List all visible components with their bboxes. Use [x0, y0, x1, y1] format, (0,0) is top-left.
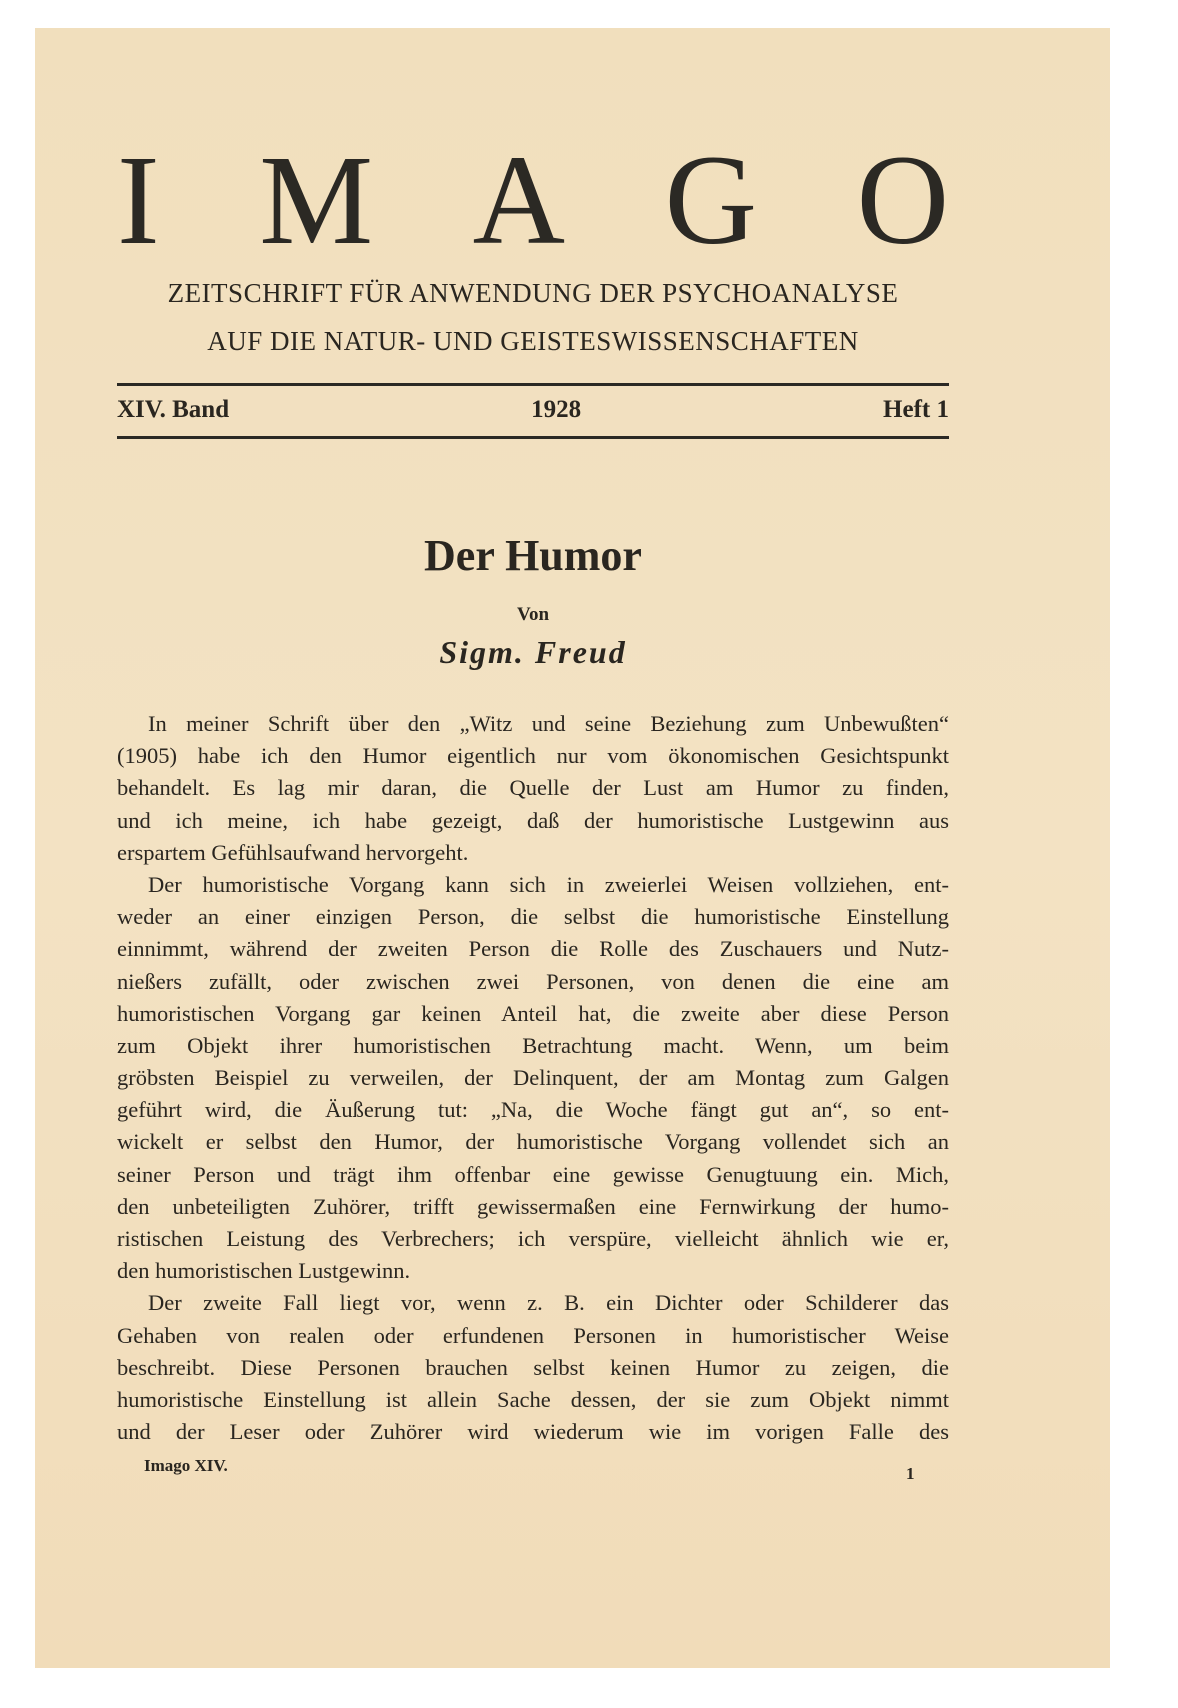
paragraph	[117, 708, 949, 869]
text-line: beschreibt. Diese Personen brauchen selbst keinen Humor zu zeigen, die	[117, 1354, 949, 1380]
title-letter: I	[117, 129, 160, 271]
title-letter: A	[472, 129, 565, 271]
text-line: Der humoristische Vorgang kann sich in zweierlei Weisen vollziehen, ent-	[148, 871, 949, 897]
text-line: In meiner Schrift über den „Witz und seine Beziehung zum Unbewußten“	[148, 711, 949, 736]
article-title: Der Humor	[424, 531, 642, 580]
text-line: Der zweite Fall liegt vor, wenn z. B. ein Dichter oder Schilderer das	[148, 1290, 949, 1316]
article-author: Sigm. Freud	[439, 634, 627, 670]
text-line: humoristische Einstellung ist allein Sache dessen, der sie zum Objekt nimmt	[117, 1386, 949, 1412]
volume: XIV. Band	[117, 396, 230, 423]
text-line: seiner Person und trägt ihm offenbar eine gewisse Genugtuung ein. Mich,	[117, 1161, 949, 1187]
article-body	[117, 708, 949, 1448]
paragraph	[117, 1287, 949, 1448]
text-line: und ich meine, ich habe gezeigt, daß der humoristische Lustgewinn aus	[117, 807, 949, 833]
byline-von: Von	[516, 604, 550, 625]
paragraph	[117, 869, 949, 1287]
bottom-rule	[117, 436, 949, 439]
page-number: 1	[906, 1464, 915, 1483]
title-letter: M	[259, 129, 373, 271]
text-line: ristischen Leistung des Verbrechers; ich verspüre, vielleicht ähnlich wie er,	[117, 1226, 949, 1251]
footer-signature: Imago XIV.	[144, 1456, 228, 1475]
text-line: Gehaben von realen oder erfundenen Personen in humoristischer Weise	[117, 1322, 949, 1348]
issue-info	[117, 396, 949, 430]
text-line: nießers zufällt, oder zwischen zwei Personen, von denen die eine am	[117, 968, 949, 994]
text-line: behandelt. Es lag mir daran, die Quelle der Lust am Humor zu finden,	[117, 775, 949, 801]
journal-subtitle-line-2: AUF DIE NATUR- UND GEISTESWISSENSCHAFTEN	[207, 326, 859, 356]
text-line: humoristischen Vorgang gar keinen Anteil hat, die zweite aber diese Person	[117, 1000, 949, 1026]
text-line: wickelt er selbst den Humor, der humoristische Vorgang vollendet sich an	[117, 1129, 949, 1155]
text-line: weder an einer einzigen Person, die selbst die humoristische Einstellung	[117, 904, 949, 930]
text-line: gröbsten Beispiel zu verweilen, der Delinquent, der am Montag zum Galgen	[117, 1065, 949, 1091]
text-line: den humoristischen Lustgewinn.	[117, 1258, 411, 1284]
journal-subtitle-line-1: ZEITSCHRIFT FÜR ANWENDUNG DER PSYCHOANALYSE	[167, 278, 899, 308]
text-line: (1905) habe ich den Humor eigentlich nur vom ökonomischen Gesichtspunkt	[117, 743, 949, 769]
issue: Heft 1	[883, 396, 949, 423]
text-line: den unbeteiligten Zuhörer, trifft gewissermaßen eine Fernwirkung der humo-	[117, 1193, 949, 1219]
text-line: zum Objekt ihrer humoristischen Betrachtung macht. Wenn, um beim	[117, 1032, 949, 1058]
text-line: einnimmt, während der zweiten Person die Rolle des Zuschauers und Nutz-	[117, 936, 949, 962]
title-letter: G	[664, 129, 757, 271]
journal-title	[117, 129, 949, 271]
text-line: geführt wird, die Äußerung tut: „Na, die Woche fängt gut an“, so ent-	[117, 1097, 949, 1123]
year: 1928	[531, 396, 582, 423]
top-rule	[117, 383, 949, 386]
text-line: und der Leser oder Zuhörer wird wiederum wie im vorigen Falle des	[117, 1419, 949, 1445]
text-line: erspartem Gefühlsaufwand hervorgeht.	[117, 839, 469, 865]
title-letter: O	[856, 129, 949, 271]
